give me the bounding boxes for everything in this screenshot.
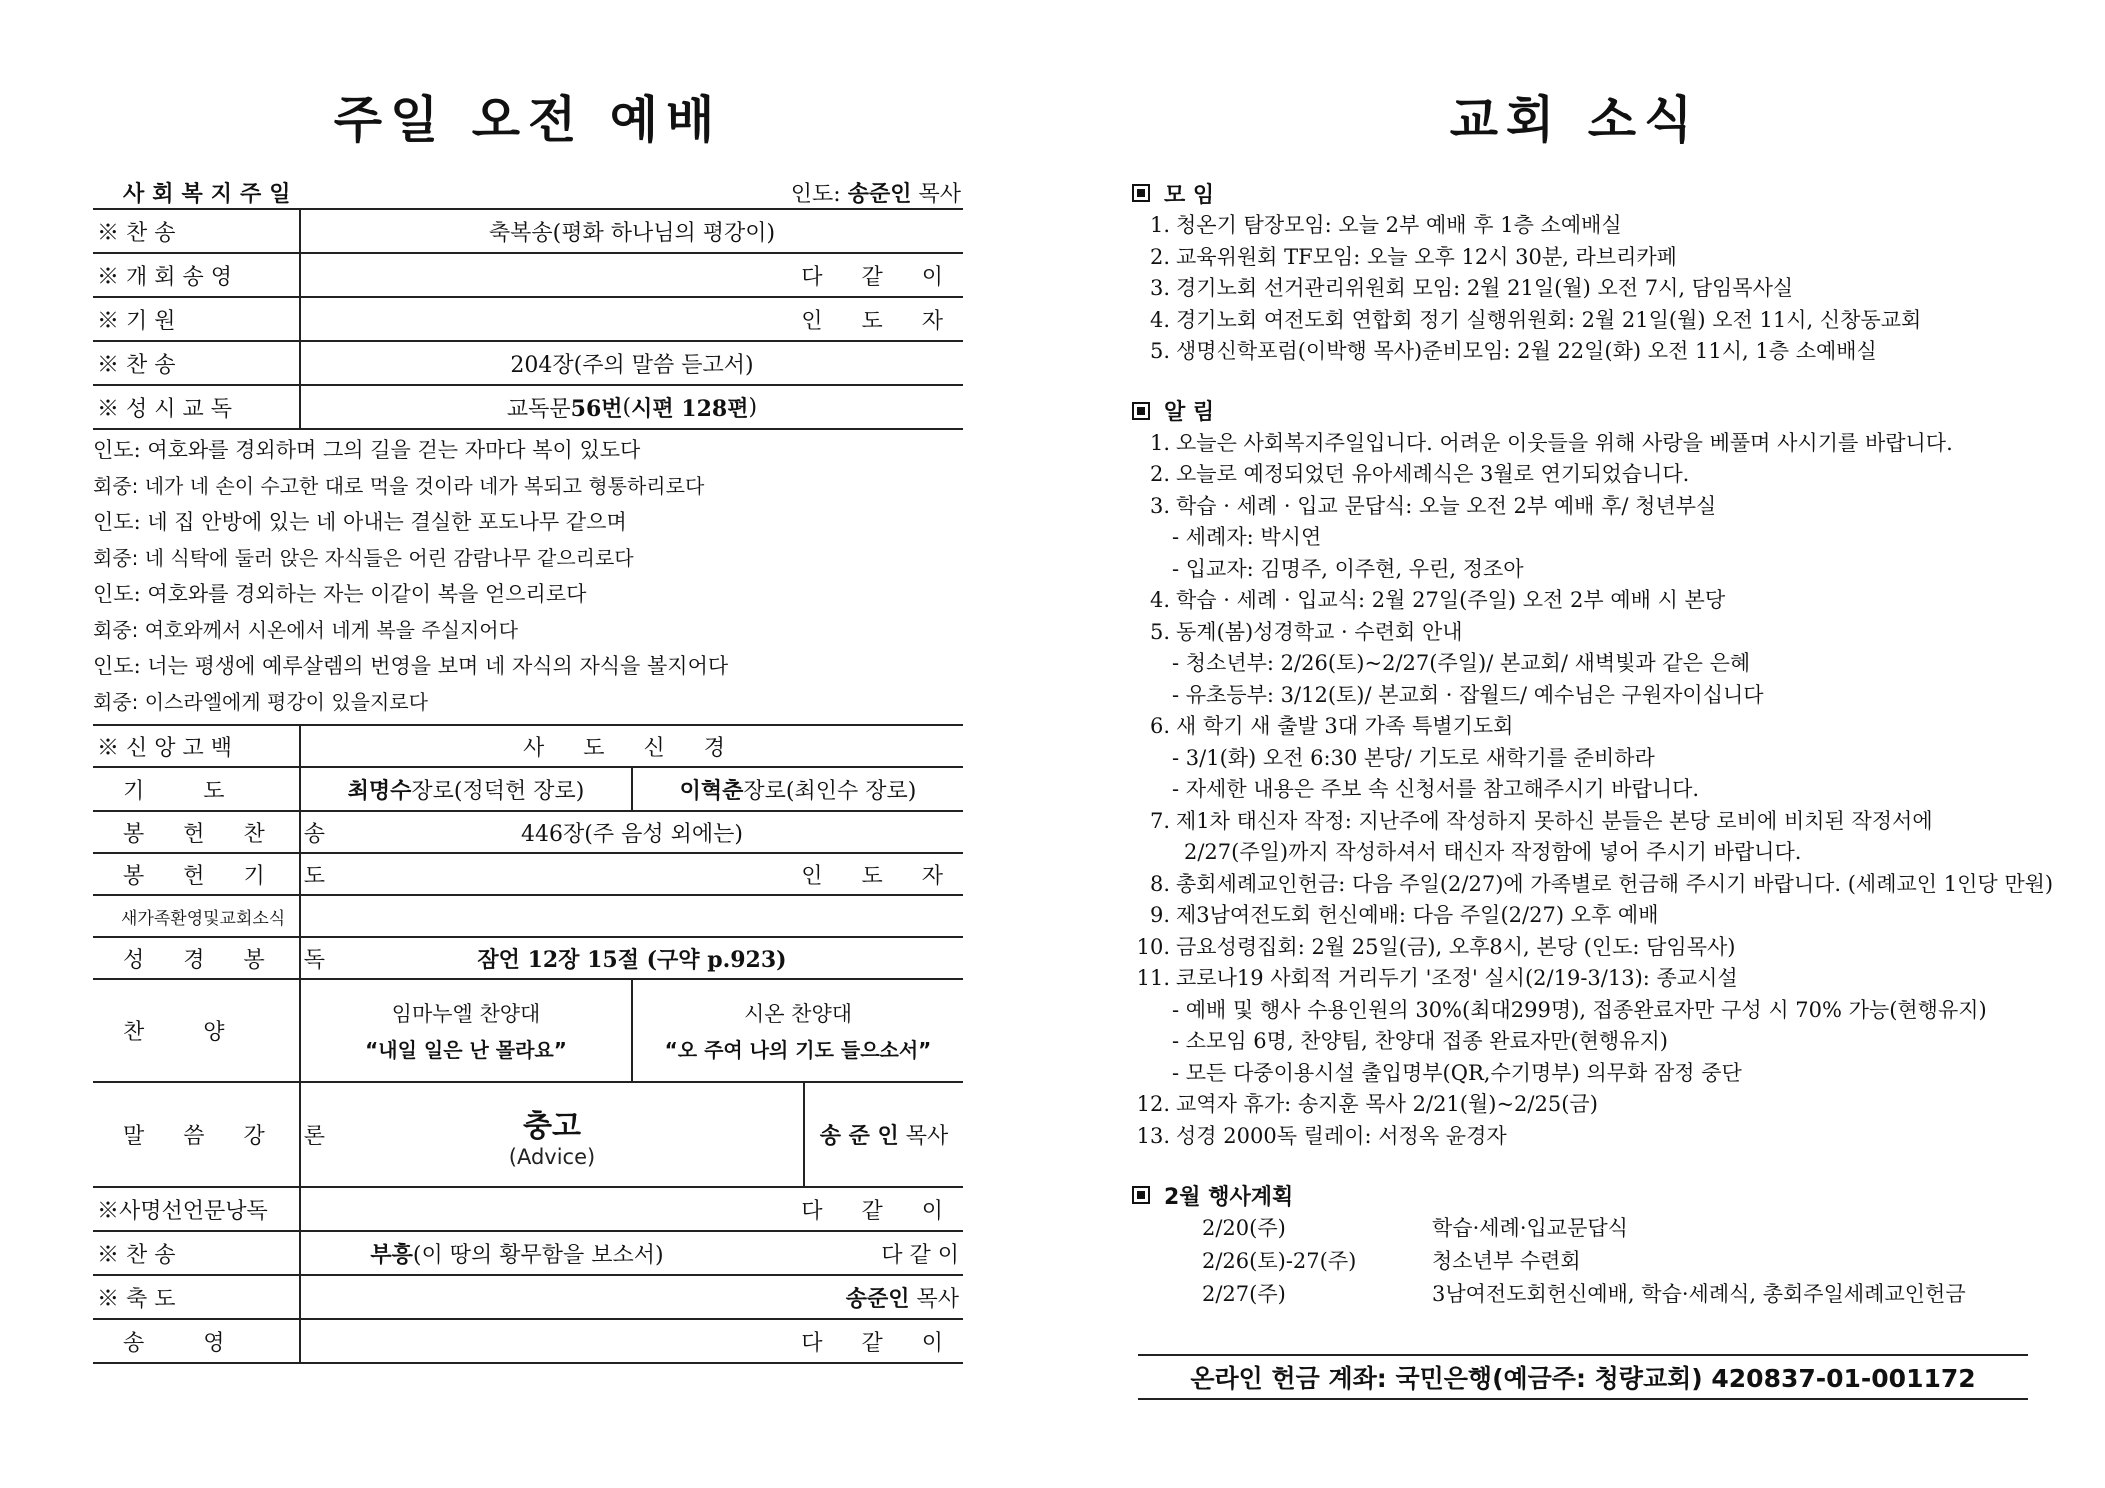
order-value: 다 같 이 [801,1198,959,1224]
order-row-creed [93,726,963,768]
reading-line: 회중: 네가 네 손이 수고한 대로 먹을 것이라 네가 복되고 형통하리로다 [93,474,705,498]
order-row-hymn1 [93,210,963,254]
list-subitem: - 입교자: 김명주, 이주현, 우린, 정조아 [1172,556,1524,581]
list-subitem: - 세례자: 박시연 [1172,525,1322,549]
order-value [301,896,963,936]
list-item: 4. 경기노회 여전도회 연합회 정기 실행위원회: 2월 21일(월) 오전 11시, 신창동교회 [1149,307,1922,332]
prayer-leader-a: 최명수 장로(정덕헌 장로) [347,777,585,804]
square-bullet-icon [1132,184,1150,202]
order-value: 인 도 자 [801,308,959,334]
scripture-reference: 잠언 12장 15절 (구약 p.923) [477,946,787,973]
online-offering-account: 온라인 헌금 계좌: 국민은행(예금주: 청량교회) 420837-01-001172 [1138,1354,2028,1400]
worship-title: 주일 오전 예배 [333,91,723,149]
sermon [301,1083,963,1186]
order-row-scripture [93,938,963,980]
order-label: 찬 양 [93,980,301,1081]
notices-heading: 알 림 [1132,394,2032,428]
sermon-title: 충고 [523,1108,581,1144]
news-title: 교회 소식 [1449,91,1701,149]
choir-a: 임마누엘 찬양대 “내일 일은 난 몰라요” [365,1002,567,1062]
order-label: ※ 개 회 송 영 [93,254,301,296]
order-row-mission [93,1188,963,1232]
order-label: ※ 축 도 [93,1276,301,1318]
order-row-opening [93,254,963,298]
reading-line: 인도: 네 집 안방에 있는 네 아내는 결실한 포도나무 같으며 [93,510,627,534]
order-row-offering-prayer [93,854,963,896]
list-continuation: 2/27(주일)까지 작성하셔서 태신자 작정함에 넣어 주시기 바랍니다. [1184,840,1802,864]
order-label: ※ 찬 송 [93,342,301,384]
list-item: 8. 총회세례교인헌금: 다음 주일(2/27)에 가족별로 헌금해 주시기 바랍니다. (세례교인 1인당 만원) [1149,871,2054,896]
list-subitem: - 예배 및 행사 수용인원의 30%(최대299명), 접종완료자만 구성 시 70% 가능(현행유지) [1172,997,1987,1022]
list-item: 12. 교역자 휴가: 송지훈 목사 2/21(월)~2/25(금) [1136,1092,1598,1116]
sermon-title-block [301,1083,803,1186]
order-row-offering-hymn [93,812,963,854]
prayer-leader-b: 이혁춘 장로(최인수 장로) [631,768,963,810]
order-label: 봉 헌 기 도 [93,854,301,894]
order-label: 송 영 [93,1320,301,1362]
list-subitem: - 3/1(화) 오전 6:30 본당/ 기도로 새학기를 준비하라 [1172,745,1655,770]
order-value: 사 도 신 경 [523,735,741,761]
order-label: ※ 찬 송 [93,210,301,252]
schedule-row: 2/27(주) 3남여전도회헌신예배, 학습·세례식, 총회주일세례교인헌금 [1202,1282,1966,1306]
order-row-prayer [93,768,963,812]
list-item: 4. 학습 · 세례 · 입교식: 2월 27일(주일) 오전 2부 예배 시 본당 [1149,588,1726,612]
schedule-heading: 2월 행사계획 [1132,1178,2032,1212]
order-label: 기 도 [93,768,301,810]
list-item: 3. 학습 · 세례 · 입교 문답식: 오늘 오전 2부 예배 후/ 청년부실 [1149,493,1717,518]
list-subitem: - 청소년부: 2/26(토)~2/27(주일)/ 본교회/ 새벽빛과 같은 은혜 [1172,651,1751,675]
reading-line: 회중: 여호와께서 시온에서 네게 복을 주실지어다 [93,618,518,642]
order-row-sermon [93,1083,963,1188]
reading-line: 인도: 너는 평생에 예루살렘의 번영을 보며 네 자식의 자식을 볼지어다 [93,654,729,678]
order-row-welcome [93,896,963,938]
list-item: 5. 동계(봄)성경학교 · 수련회 안내 [1149,619,1463,644]
worship-leader: 인도: 송준인 목사 [790,181,961,207]
list-item: 6. 새 학기 새 출발 3대 가족 특별기도회 [1149,714,1514,738]
preacher: 송 준 인 목사 [803,1083,963,1186]
reading-line: 인도: 여호와를 경외하며 그의 길을 걷는 자마다 복이 있도다 [93,438,641,462]
order-label: ※ 신 앙 고 백 [93,726,301,766]
reading-line: 회중: 네 식탁에 둘러 앉은 자식들은 어린 감람나무 같으리로다 [93,546,634,570]
order-value: 204장(주의 말씀 듣고서) [510,352,754,378]
order-row-doxology [93,1320,963,1364]
order-value: 인 도 자 [801,863,959,889]
order-value: 446장(주 음성 외에는) [521,821,743,847]
schedule-row: 2/20(주) 학습·세례·입교문답식 [1202,1216,1628,1240]
order-row-invocation [93,298,963,342]
list-subitem: - 자세한 내용은 주보 속 신청서를 참고해주시기 바랍니다. [1172,777,1700,801]
order-value: 교독문 56번 ( 시편 128편 ) [506,394,758,422]
list-subitem: - 유초등부: 3/12(토)/ 본교회 · 잡월드/ 예수님은 구원자이십니다 [1172,682,1764,707]
church-news [1132,176,2054,1311]
order-row-closing-hymn [93,1232,963,1276]
order-label: ※ 성 시 교 독 [93,386,301,428]
list-item: 9. 제3남여전도회 헌신예배: 다음 주일(2/27) 오후 예배 [1149,903,1659,927]
choir-b: 시온 찬양대 “오 주여 나의 기도 들으소서” [631,980,963,1081]
list-item: 2. 오늘로 예정되었던 유아세례식은 3월로 연기되었습니다. [1149,462,1690,486]
order-row-hymn2 [93,342,963,386]
order-label: ※사명선언문낭독 [93,1188,301,1230]
list-subitem: - 소모임 6명, 찬양팀, 찬양대 접종 완료자만(현행유지) [1172,1029,1668,1053]
reading-line: 회중: 이스라엘에게 평강이 있을지로다 [93,690,428,714]
order-label: 봉 헌 찬 송 [93,812,301,852]
responsive-reading-text [93,430,963,726]
order-label: 성 경 봉 독 [93,938,301,978]
sunday-theme: 사회복지주일 [123,181,299,207]
order-value: 송준인 목사 [845,1285,959,1312]
prayer-leaders [301,768,963,810]
order-label: ※ 기 원 [93,298,301,340]
choir-performances [301,980,963,1081]
order-row-choir [93,980,963,1083]
list-item: 10. 금요성령집회: 2월 25일(금), 오후8시, 본당 (인도: 담임목사) [1136,934,1736,959]
order-label: 말 씀 강 론 [93,1083,301,1186]
square-bullet-icon [1132,1186,1150,1204]
list-item: 3. 경기노회 선거관리위원회 모임: 2월 21일(월) 오전 7시, 담임목사실 [1149,276,1794,300]
reading-line: 인도: 여호와를 경외하는 자는 이같이 복을 얻으리로다 [93,582,587,606]
order-value: 다 같 이 [801,264,959,290]
list-item: 7. 제1차 태신자 작정: 지난주에 작성하지 못하신 분들은 본당 로비에 비치된 작정서에 [1149,808,1933,833]
order-row-benediction [93,1276,963,1320]
square-bullet-icon [1132,402,1150,420]
list-item: 2. 교육위원회 TF모임: 오늘 오후 12시 30분, 라브리카페 [1149,244,1677,269]
order-row-responsive-reading [93,386,963,430]
schedule-row: 2/26(토)-27(주) 청소년부 수련회 [1202,1249,1581,1273]
meetings-heading: 모 임 [1132,176,2032,210]
list-subitem: - 모든 다중이용시설 출입명부(QR,수기명부) 의무화 잠정 중단 [1172,1060,1742,1085]
order-value: 부흥(이 땅의 황무함을 보소서) 다 같 이 [370,1241,959,1268]
order-value: 축복송(평화 하나님의 평강이) [488,220,776,246]
worship-order [93,170,963,1364]
sermon-subtitle: (Advice) [508,1144,596,1169]
list-item: 1. 오늘은 사회복지주일입니다. 어려운 이웃들을 위해 사랑을 베풀며 사시기를 바랍니다. [1149,430,1953,455]
order-label: 새가족환영및교회소식 [93,896,301,936]
order-label: ※ 찬 송 [93,1232,301,1274]
worship-header [93,170,963,210]
list-item: 1. 청온기 탐장모임: 오늘 2부 예배 후 1층 소예배실 [1149,213,1622,237]
list-item: 11. 코로나19 사회적 거리두기 '조정' 실시(2/19-3/13): 종교시설 [1136,966,1738,990]
order-value: 다 같 이 [801,1330,959,1356]
list-item: 13. 성경 2000독 릴레이: 서정옥 윤경자 [1136,1123,1507,1148]
list-item: 5. 생명신학포럼(이박행 목사)준비모임: 2월 22일(화) 오전 11시, 1층 소예배실 [1149,339,1877,363]
